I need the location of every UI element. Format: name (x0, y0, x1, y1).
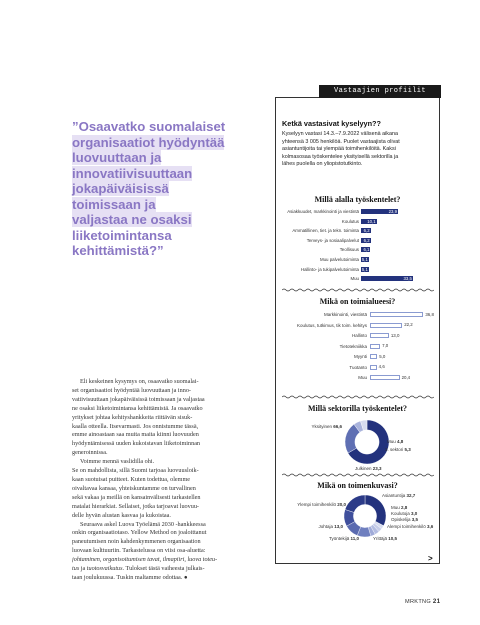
page-number: 21 (432, 598, 441, 605)
slice-value: 3,5 (411, 517, 419, 522)
body-line: oivaltavaa kansaa, yhteiskuntamme on turvallinen (72, 484, 196, 492)
bar-category-label: Muu (350, 276, 359, 282)
slice-value: 23,3 (372, 466, 382, 471)
quote-line: organisaatiot hyödyntää (72, 134, 225, 150)
intro-line: kolmasosaa työskentelee yksityisellä sektorilla ja (282, 153, 399, 160)
bar-category-label: Hallinto- ja tukipalvelutoiminta (300, 266, 359, 272)
bar-category-label: Myynti (353, 354, 367, 359)
body-line: set organisaatiot hyödyntää luovuuttaan ja inno- (72, 386, 191, 394)
body-line: taan joulukuussa. Tuskin maltamme odottaa. ● (72, 573, 188, 581)
bar (370, 375, 400, 380)
bar (370, 365, 377, 370)
bar (370, 344, 380, 349)
bar-value-label: 6,1 (363, 247, 370, 253)
wavy-divider (282, 288, 434, 292)
slice-label: Koulutoja 3,0 (391, 511, 418, 516)
slice-value: 20,0 (337, 502, 346, 507)
slice-value: 4,8 (397, 439, 404, 444)
intro-text (282, 131, 400, 169)
quote-line: liiketoimintansa (72, 227, 172, 243)
chart-sector (275, 414, 440, 470)
bar-category-label: Koulutus (341, 218, 359, 224)
bar-category-label: Muu palvelutoiminta (319, 257, 359, 262)
body-line: matalat hierarkiat. Sellaiset, jotka tarjoavat luovuu- (72, 502, 199, 510)
intro-line: yhteensä 3 005 henkilöä. Puolet vastaajista olivat (282, 138, 400, 145)
bar-value-label: 5,1 (361, 257, 368, 262)
bar (370, 312, 423, 317)
body-text: ja (79, 565, 87, 573)
next-arrow-icon: > (428, 554, 433, 563)
intro-line: lähes puolella on yliopistotutkinto. (282, 161, 363, 168)
slice-value: 32,7 (406, 493, 416, 498)
bar-category-label: Tietotekniikka (339, 343, 367, 349)
slice-label: Yrittäjä 10,5 (373, 536, 398, 541)
quote-line: kehittämistä?” (72, 243, 164, 258)
quote-line: ”Osaavatko suomalaiset (72, 119, 226, 134)
bar-value-label: 22,2 (404, 322, 413, 327)
slice-label: 3. sektori 5,3 (385, 447, 411, 452)
body-italic: tuotosvaikutus (86, 565, 123, 573)
bar-category-label: Koulutus, tutkimus, tik toim. kehitys (296, 322, 367, 328)
panel-tab: Vastaajien profiilit (319, 85, 441, 98)
intro-line: asiantuntijoita tai ylempää toimihenkilöitä. Kaksi (282, 146, 396, 153)
body-line: kaalla otteella. Itsevarmasti. Jos onnistumme tässä, (72, 422, 199, 430)
bar-value-label: 6,2 (363, 237, 370, 243)
slice-value: 13,0 (334, 524, 343, 529)
intro-line: Kyselyyn vastasi 14.3.–7.9.2022 välisenä aikana (282, 131, 398, 137)
bar-value-label: 36,8 (425, 311, 434, 317)
bar-category-label: Ammatillinen, tiet. ja tekn. toiminta (292, 228, 359, 234)
bar-category-label: Teollisuus (339, 247, 359, 253)
bar-value-label: 4,6 (378, 364, 385, 369)
bar-value-label: 33,5 (403, 276, 412, 282)
slice-value: 66,6 (333, 424, 342, 429)
bar-category-label: Hallinto (351, 333, 367, 338)
body-line: delle hyvän alustan kasvaa ja kukoistaa. (72, 511, 171, 519)
chart-area (275, 309, 440, 389)
bar (370, 354, 377, 359)
body-line: Eli keskeinen kysymys on, osaavatko suomalai- (80, 378, 199, 385)
body-line: vatiivisuuttaan jokapäiväisissä toimissaan ja valjastaa (72, 395, 205, 403)
chart-title: Mikä on toimialueesi? (319, 297, 396, 306)
slice-label: Muu 2,8 (391, 505, 408, 510)
bar-value-label: 5,0 (379, 353, 386, 359)
slice-value: 2,8 (401, 505, 408, 510)
pull-quote (72, 119, 247, 259)
slice-label: Asiantuntija 32,7 (382, 493, 416, 498)
wavy-divider (282, 473, 434, 477)
bar (370, 323, 402, 328)
body-line: kaan suotuisat puitteet. Kuten todettua, olemme (72, 475, 191, 483)
body-text: . Tulokset tästä vaiheesta julkais- (122, 565, 205, 573)
quote-line: innovatiivisuuttaan (72, 165, 193, 181)
intro-title: Ketkä vastasivat kyselyyn?? (282, 119, 381, 128)
quote-line: jokapäiväisissä (72, 181, 169, 196)
donut-slice (345, 495, 365, 512)
quote-line: luovuuttaan ja (72, 150, 162, 165)
donut-slice (365, 495, 386, 526)
bar-value-label: 6,2 (363, 228, 370, 234)
slice-label: Alempi toimihenkilö 3,6 (387, 524, 434, 529)
bar-category-label: Asiakkuudet, markkinointi ja viestintä (287, 209, 359, 214)
slice-value: 10,5 (388, 536, 398, 541)
slice-value: 3,0 (411, 511, 418, 516)
slice-value: 11,0 (350, 536, 359, 541)
body-line: emme ainoastaan saa muita maita kiinni luovuuden (72, 431, 199, 439)
bar-category-label: Muu (358, 375, 367, 380)
bar-value-label: 23,9 (388, 209, 398, 214)
slice-label: Yksityinen 66,6 (311, 424, 342, 429)
wavy-divider (282, 395, 434, 399)
body-line: sekä vakaa ja meillä on kansainvälisesti tarkastellen (72, 493, 201, 501)
bar-value-label: 13,0 (390, 332, 400, 338)
body-italic: tus (72, 565, 80, 573)
body-line: Seuraava askel Luova Työelämä 2030 -hankkeessa (80, 520, 206, 528)
bar (370, 333, 389, 338)
slice-label: Työntekijä 11,0 (328, 536, 359, 541)
magazine-name: MRKTNG (405, 599, 432, 605)
slice-label: Muu 4,8 (387, 439, 404, 444)
chart-title: Mikä on toimenkuvasi? (317, 481, 398, 490)
slice-value: 5,3 (404, 447, 411, 452)
body-italic: johtaminen, organisoitumisen tavat, ilmapiiri, luova toteu- (72, 556, 218, 564)
chart-role (275, 492, 440, 548)
quote-line: valjastaa ne osaksi (72, 212, 192, 227)
bar-category-label: Markkinointi, viestintä (323, 312, 367, 317)
body-line: Voimme mennä vaslidilla ohi. (80, 458, 155, 466)
donut-chart (275, 414, 440, 470)
chart-title: Millä sektorilla työskentelet? (307, 404, 408, 413)
body-line: generoinnissa. (72, 449, 108, 457)
article-body (72, 378, 250, 583)
page-footer (405, 598, 440, 605)
slice-label: Opiskelija 3,5 (391, 517, 419, 522)
body-line: ne osaksi liiketoimintansa kehittämistä. Ja osaavatko (72, 404, 203, 412)
bar-value-label: 5,1 (361, 266, 368, 272)
body-line: yritykset johtaa kehityshankkeita riittävän sisuk- (72, 413, 193, 421)
bar-value-label: 20,4 (401, 374, 411, 380)
slice-label: Julkinen 23,3 (355, 466, 382, 471)
bar-category-label: Terveys- ja sosiaalipalvelut (306, 237, 359, 243)
body-line: luovaan kulttuuriin. Tarkastelussa on viisi osa-aluetta: (72, 547, 206, 555)
body-line: paneutumisen noin kahdenkymmenen organisaation (72, 538, 201, 546)
body-line: onkin organisaatiotaso. Yellow Method on joaloittanut (72, 529, 207, 537)
slice-label: Johtaja 13,0 (318, 524, 343, 529)
body-line: Se on mahdollista, sillä Suomi tarjoaa luovuusloik- (72, 467, 199, 475)
bar-category-label: Tuotanto (349, 364, 367, 370)
slice-label: Ylempi toimihenkilö 20,0 (297, 502, 346, 507)
bar-value-label: 7,0 (382, 343, 389, 348)
chart-industry (275, 206, 440, 286)
body-line: hyödyntämisessä uuden kukoistavan liiketoiminnan (72, 440, 201, 448)
bar-value-label: 10,1 (367, 218, 376, 224)
slice-value: 3,6 (427, 524, 434, 529)
chart-title: Millä alalla työskentelet? (314, 195, 401, 204)
quote-line: toimissaan ja (72, 196, 156, 212)
